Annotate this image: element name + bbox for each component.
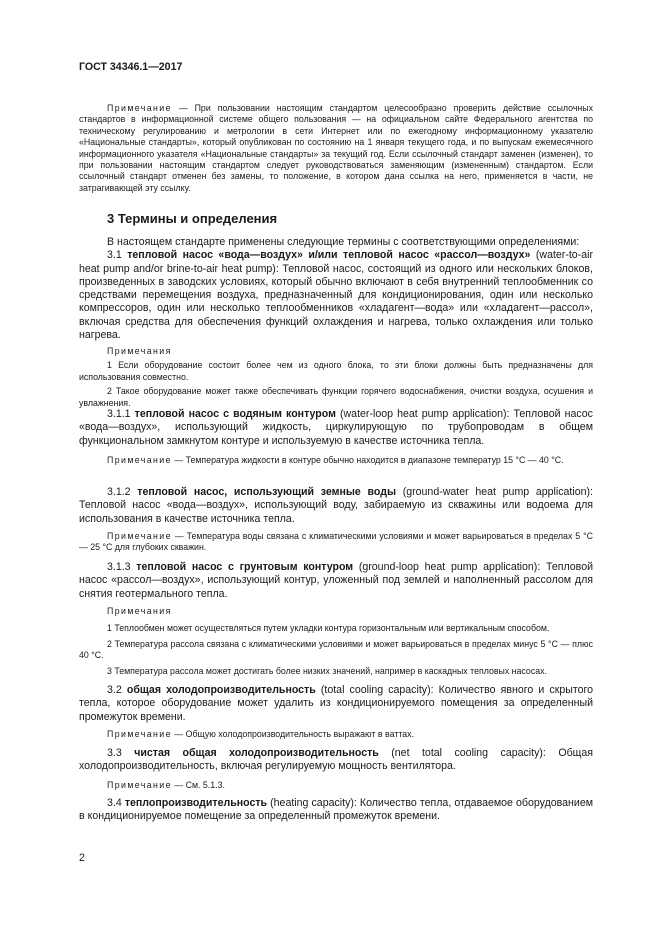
- notes-label: Примечания: [107, 606, 172, 616]
- term-3-4: 3.4 теплопроизводительность (heating capacity): Количество тепла, отдаваемое оборудованием в кондиционируемое помещение за определенный промежуток времени.: [79, 797, 593, 823]
- term-3-1-2: 3.1.2 тепловой насос, использующий земные воды (ground-water heat pump application): Тепловой насос «вода—воздух», использующий воду, забираемую из скважины или водоема для использования в качестве источника тепла.: [79, 486, 593, 525]
- note-item: 2 Температура рассола связана с климатическими условиями и может варьироваться в пределах минус 5 °С — плюс 40 °С.: [79, 638, 593, 661]
- note-text: — Температура жидкости в контуре обычно находится в диапазоне температур 15 °С — 40 °С.: [171, 455, 564, 465]
- section-title: 3 Термины и определения: [107, 211, 278, 226]
- term-3-1-def: (water-to-air heat pump and/or brine-to-air heat pump): Тепловой насос, состоящий из одного или нескольких блоков, произведенных в заводских условиях, который обычно включают в себя внутренний теплообменник со средствами перемещения воздуха, предназначенный для кондиционирования, один или несколько компрессоров, один или несколько теплообменников «хладагент—вода» или «хладагент—рассол», включая средства для обеспечения функций охлаждения и нагрева, только охлаждения или только нагрева.: [79, 249, 593, 342]
- notes-3-1: [79, 346, 593, 409]
- term-3-3-def: (net total cooling capacity): Общая холодопроизводительность, включая регулируемую мощность вентилятора.: [79, 747, 593, 773]
- note-3-1-2: Примечание — Температура воды связана с климатическими условиями и может варьироваться в пределах 5 °С — 25 °С для глубоких скважин.: [79, 531, 593, 553]
- term-3-1-title: тепловой насос «вода—воздух» и/или тепловой насос «рассол—воздух»: [127, 249, 531, 262]
- term-3-1: 3.1 тепловой насос «вода—воздух» и/или тепловой насос «рассол—воздух» (water-to-air heat pump and/or brine-to-air heat pump): Тепловой насос, состоящий из одного или нескольких блоков, произведенных в заводских условиях, который обычно включают в себя внутренний теплообменник со средствами перемещения воздуха, предназначенный для кондиционирования, один или несколько компрессоров, один или несколько теплообменников «хладагент—вода» или «хладагент—рассол», включая средства для обеспечения функций охлаждения и нагрева, только охлаждения или только нагрева.: [79, 249, 593, 342]
- note-references: [79, 103, 593, 194]
- section-intro-block: [79, 236, 593, 342]
- term-3-3: 3.3 чистая общая холодопроизводительность (net total cooling capacity): Общая холодопроизводительность, включая регулируемую мощность вентилятора.: [79, 747, 593, 773]
- term-3-1-3: 3.1.3 тепловой насос с грунтовым контуром (ground-loop heat pump application): Тепловой насос «рассол—воздух», использующий контур, уложенный под землей и наполненный рассолом для снятия геотермального тепла.: [79, 561, 594, 600]
- term-3-1-1-title: тепловой насос с водяным контуром: [134, 408, 336, 420]
- term-3-2-title: общая холодопроизводительность: [126, 684, 316, 696]
- term-3-1-2-title: тепловой насос, использующий земные воды: [137, 486, 396, 498]
- note-item: 2 Такое оборудование может также обеспечивать функции горячего водоснабжения, очистки воздуха, осушения и увлажнения.: [79, 386, 593, 408]
- term-3-1-3-def: (ground-loop heat pump application): Тепловой насос «рассол—воздух», использующий контур, уложенный под землей и наполненный рассолом для снятия геотермального тепла.: [79, 561, 594, 600]
- term-3-4-title: теплопроизводительность: [124, 797, 268, 809]
- document-header: ГОСТ 34346.1—2017: [79, 61, 183, 73]
- term-3-2-def: (total cooling capacity): Количество явного и скрытого тепла, которое оборудование может удалить из кондиционируемого помещения за определенный промежуток времени.: [79, 684, 593, 723]
- note-text: — См. 5.1.3.: [171, 780, 225, 790]
- term-3-1-1-def: (water-loop heat pump application): Тепловой насос «вода—воздух», использующий жидкость, циркулирующую по трубопроводам в общем функциональном замкнутом контуре и используемую в качестве источника тепла.: [79, 408, 593, 447]
- note-item: 1 Если оборудование состоит более чем из одного блока, то эти блоки должны быть предназначены для использования совместно.: [79, 360, 593, 382]
- note-text: — Температура воды связана с климатическими условиями и может варьироваться в пределах 5 °С — 25 °С для глубоких скважин.: [79, 531, 593, 553]
- note-3-2: Примечание — Общую холодопроизводительность выражают в ваттах.: [107, 729, 415, 739]
- term-3-1-3-title: тепловой насос с грунтовым контуром: [136, 561, 354, 573]
- note-text: — При пользовании настоящим стандартом целесообразно проверить действие ссылочных стандартов в информационной системе общего пользования — на официальном сайте Федерального агентства по техническому регулированию и метрологии в сети Интернет или по ежегодному информационному указателю «Национальные стандарты», который опубликован по состоянию на 1 января текущего года, и по выпускам ежемесячного информационного указателя «Национальные стандарты» за текущий год. Если ссылочный стандарт заменен (изменен), то при пользовании настоящим стандартом следует руководствоваться заменяющим (измененным) стандартом. Если ссылочный стандарт отменен без замены, то положение, в котором дана ссылка на него, применяется в части, не затрагивающей эту ссылку.: [79, 103, 593, 193]
- note-3-1-1: Примечание — Температура жидкости в контуре обычно находится в диапазоне температур 15 °С — 40 °С.: [107, 455, 564, 465]
- term-3-4-def: (heating capacity): Количество тепла, отдаваемое оборудованием в кондиционируемое помещение за определенный промежуток времени.: [79, 797, 593, 823]
- page-number: 2: [79, 852, 85, 864]
- note-3-3: Примечание — См. 5.1.3.: [107, 780, 225, 790]
- term-3-1-1: 3.1.1 тепловой насос с водяным контуром (water-loop heat pump application): Тепловой насос «вода—воздух», использующий жидкость, циркулирующую по трубопроводам в общем функциональном замкнутом контуре и используемую в качестве источника тепла.: [79, 408, 593, 447]
- notes-label: Примечания: [107, 346, 172, 356]
- term-3-1-2-def: (ground-water heat pump application): Тепловой насос «вода—воздух», использующий воду, забираемую из скважины или водоема для использования в качестве источника тепла.: [79, 486, 593, 525]
- term-3-2: 3.2 общая холодопроизводительность (total cooling capacity): Количество явного и скрытого тепла, которое оборудование может удалить из кондиционируемого помещения за определенный промежуток времени.: [79, 684, 593, 723]
- note-item: 1 Теплообмен может осуществляться путем укладки контура горизонтальным или вертикальным способом.: [107, 623, 550, 634]
- section-intro: В настоящем стандарте применены следующие термины с соответствующими определениями:: [107, 236, 580, 248]
- term-3-3-title: чистая общая холодопроизводительность: [134, 747, 379, 759]
- note-label: Примечание: [107, 103, 172, 113]
- note-item: 3 Температура рассола может достигать более низких значений, например в каскадных тепловых насосах.: [107, 665, 547, 676]
- notes-3-1-3: [79, 606, 593, 677]
- note-text: — Общую холодопроизводительность выражают в ваттах.: [171, 729, 415, 739]
